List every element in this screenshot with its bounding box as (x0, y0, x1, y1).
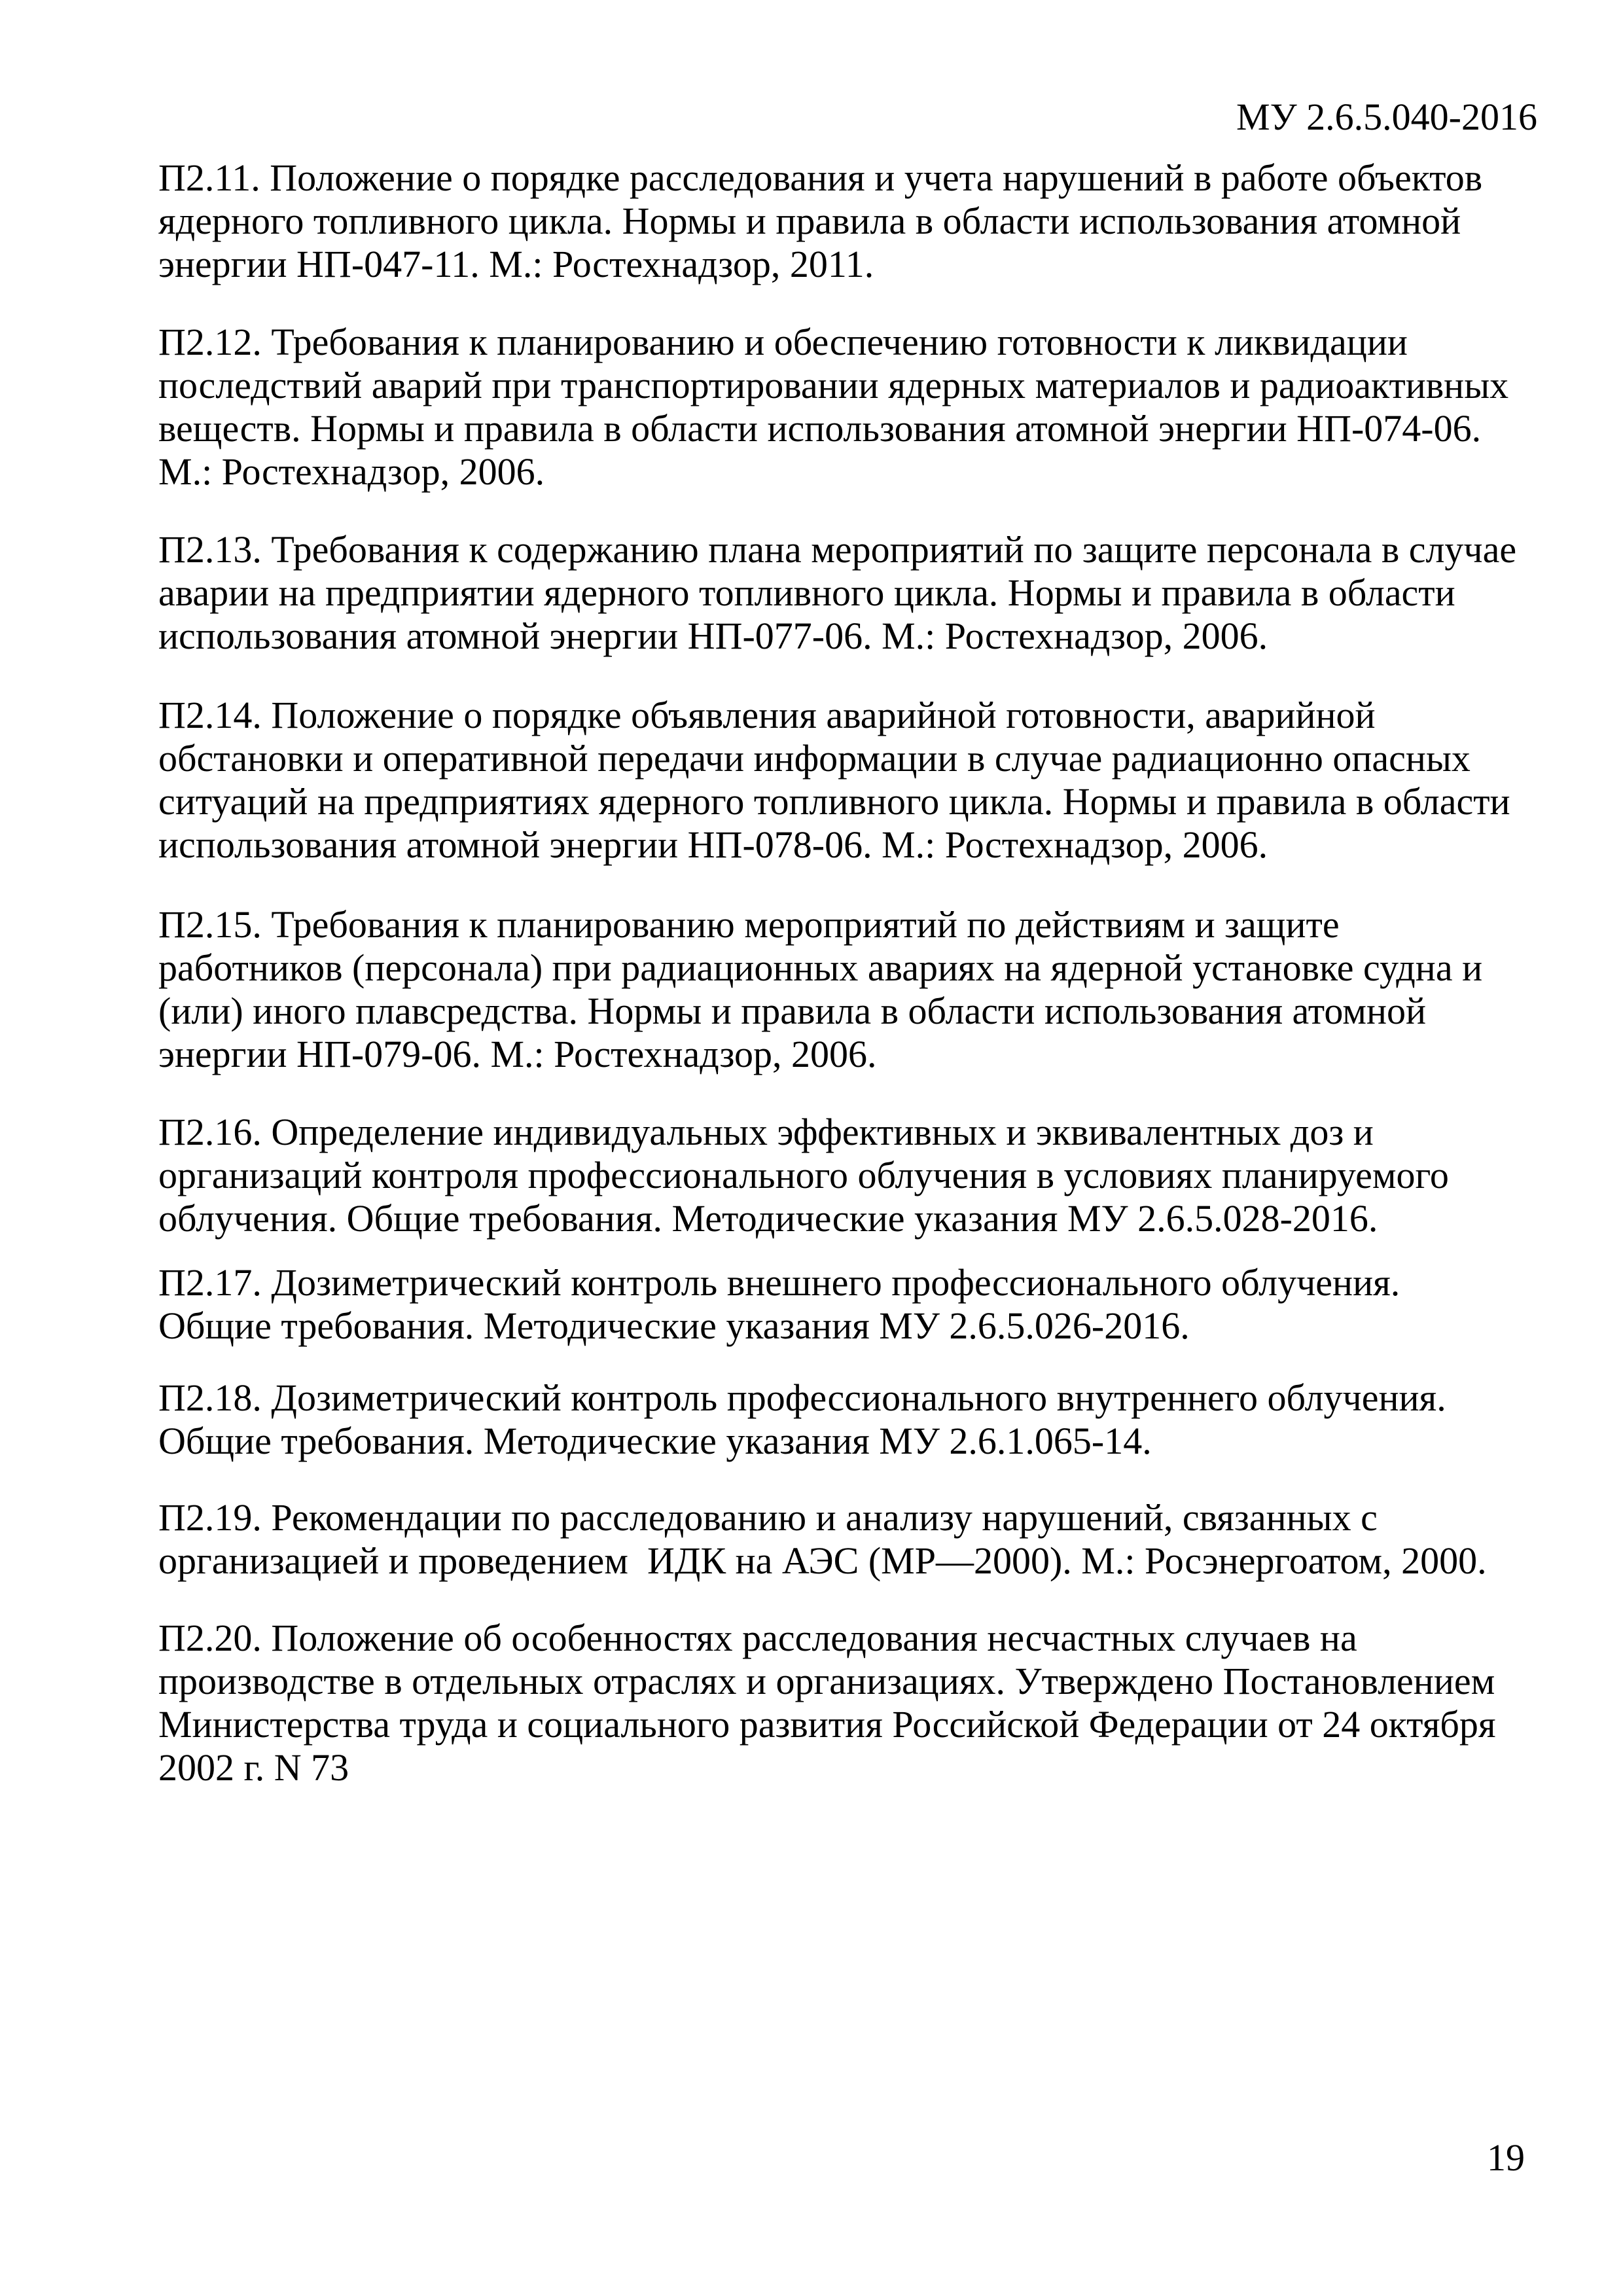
reference-line: 2002 г. N 73 (158, 1746, 349, 1789)
reference-line: обстановки и оперативной передачи информации в случае радиационно опасных (158, 737, 1471, 780)
reference-line: использования атомной энергии НП-078-06. М.: Ростехнадзор, 2006. (158, 823, 1268, 866)
reference-line: энергии НП-079-06. М.: Ростехнадзор, 2006. (158, 1033, 877, 1075)
reference-line: организацией и проведением ИДК на АЭС (МР—2000). М.: Росэнергоатом, 2000. (158, 1539, 1487, 1582)
document-code-header: МУ 2.6.5.040-2016 (1236, 96, 1537, 138)
reference-line: П2.17. Дозиметрический контроль внешнего профессионального облучения. (158, 1261, 1400, 1304)
reference-item (158, 903, 1482, 1076)
reference-line: организаций контроля профессионального облучения в условиях планируемого (158, 1154, 1449, 1196)
reference-line: П2.14. Положение о порядке объявления аварийной готовности, аварийной (158, 694, 1376, 736)
reference-item (158, 528, 1516, 658)
reference-item (158, 321, 1508, 493)
reference-item (158, 156, 1482, 286)
reference-line: работников (персонала) при радиационных авариях на ядерной установке судна и (158, 946, 1483, 989)
reference-item (158, 1617, 1496, 1789)
reference-line: Общие требования. Методические указания МУ 2.6.5.026-2016. (158, 1304, 1190, 1347)
reference-line: производстве в отдельных отраслях и организациях. Утверждено Постановлением (158, 1660, 1495, 1702)
page-number: 19 (1487, 2136, 1525, 2179)
reference-line: П2.20. Положение об особенностях расследования несчастных случаев на (158, 1617, 1357, 1659)
reference-item (158, 1376, 1446, 1463)
reference-line: (или) иного плавсредства. Нормы и правила в области использования атомной (158, 990, 1427, 1032)
reference-line: П2.11. Положение о порядке расследования и учета нарушений в работе объектов (158, 156, 1483, 199)
reference-line: веществ. Нормы и правила в области использования атомной энергии НП-074-06. (158, 407, 1482, 450)
reference-line: М.: Ростехнадзор, 2006. (158, 450, 545, 493)
reference-line: П2.13. Требования к содержанию плана мероприятий по защите персонала в случае (158, 528, 1517, 571)
reference-line: П2.16. Определение индивидуальных эффективных и эквивалентных доз и (158, 1111, 1374, 1153)
reference-line: П2.15. Требования к планированию мероприятий по действиям и защите (158, 903, 1340, 946)
reference-item (158, 1111, 1449, 1240)
reference-line: ядерного топливного цикла. Нормы и правила в области использования атомной (158, 200, 1461, 242)
reference-line: Министерства труда и социального развития Российской Федерации от 24 октября (158, 1703, 1496, 1746)
reference-line: облучения. Общие требования. Методические указания МУ 2.6.5.028-2016. (158, 1197, 1378, 1240)
reference-line: аварии на предприятии ядерного топливного цикла. Нормы и правила в области (158, 571, 1455, 614)
reference-line: П2.12. Требования к планированию и обеспечению готовности к ликвидации (158, 321, 1408, 363)
reference-line: ситуаций на предприятиях ядерного топливного цикла. Нормы и правила в области (158, 780, 1510, 823)
reference-line: последствий аварий при транспортировании ядерных материалов и радиоактивных (158, 364, 1509, 406)
reference-line: П2.19. Рекомендации по расследованию и анализу нарушений, связанных с (158, 1496, 1378, 1539)
reference-line: использования атомной энергии НП-077-06. М.: Ростехнадзор, 2006. (158, 615, 1268, 657)
reference-item (158, 1261, 1400, 1348)
reference-line: Общие требования. Методические указания МУ 2.6.1.065-14. (158, 1420, 1152, 1462)
reference-line: энергии НП-047-11. М.: Ростехнадзор, 2011. (158, 243, 874, 285)
reference-line: П2.18. Дозиметрический контроль профессионального внутреннего облучения. (158, 1376, 1446, 1419)
reference-item (158, 694, 1510, 867)
reference-item (158, 1496, 1487, 1583)
